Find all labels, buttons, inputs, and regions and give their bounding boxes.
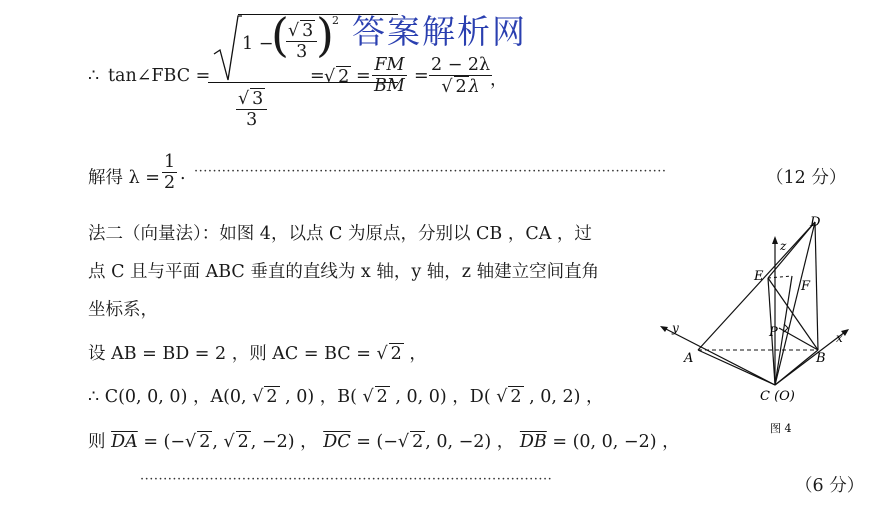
vector-dc: $\overline{DC}$ [323,432,351,452]
label-x: x [836,331,843,345]
label-b: B [816,351,826,366]
lambda-fraction: $\frac{2 - 2\lambda}{√ 2 \lambda}$ [431,55,491,97]
inner-fraction: $\frac{√ 3}{3}$ [286,20,317,62]
method2-line1: 法二（向量法）：如图 4，以点 C 为原点，分别以 CB ，CA ，过 [88,224,592,244]
right-paren: ) [316,8,334,62]
label-y: y [672,321,679,335]
dotted-leader: ······································································································ [194,164,667,179]
geometry-diagram [650,210,860,450]
tan-equation [88,0,528,140]
method2-line2: 点 C 且与平面 ABC 垂直的直线为 x 轴，y 轴，z 轴建立空间直角 [88,262,600,282]
vector-db: $\overline{DB}$ [519,432,547,452]
label-d: D [810,215,821,230]
sqrt2-value: √ 2 [324,67,350,87]
radical-sign [212,14,242,84]
solve-period: . [180,164,186,184]
watermark-text: 答案解析网 [352,12,527,51]
label-z: z [780,239,787,253]
denominator-fraction: $\frac{√ 3}{3}$ [236,88,267,130]
y-axis [664,328,775,385]
exponent: 2 [332,14,339,27]
dotted-leader-2: ························································································· [140,472,553,487]
label-f: F [801,279,811,294]
vector-da: $\overline{DA}$ [111,432,138,452]
therefore-symbol: ∴ [88,66,100,86]
equals-2: = [356,66,371,86]
trailing-comma: ， [490,70,508,90]
method2-line5: ∴ C(0, 0, 0) ，A(0, √ 2 , 0) ，B( √ 2 , 0, 0) ，D( √ 2 , 0, 2) ， [88,387,604,407]
tan-lhs: tan∠FBC = [108,66,211,86]
solve-line [88,150,878,202]
method2-line3: 坐标系， [88,300,158,320]
figure-caption: 图 4 [770,422,792,435]
half-fraction: $\frac{1}{2}$ [164,152,176,193]
left-paren: ( [271,8,289,62]
z-arrow-icon [772,236,778,244]
y-arrow-icon [660,326,668,332]
score-12: （12 分） [766,168,847,188]
equals-3: = [414,66,429,86]
label-c: C (O) [760,389,795,404]
figure-4 [650,210,860,450]
label-e: E [754,269,764,284]
fm-bm-fraction: $\frac{FM}{BM}$ [374,55,405,96]
label-a: A [684,351,694,366]
method2-line4: 设 AB = BD = 2 ，则 AC = BC = √ 2 ， [88,344,427,364]
method2-line6: 则 $\overline{DA}$ = (−√ 2 , √ 2 , −2) ， $\overline{DC}$ = (−√ 2 , 0, −2) ， $\overline{DB} = (0$, 0, −2) ， [88,432,680,452]
inner-one: 1 − [242,34,274,54]
solve-prefix: 解得 λ = [88,168,160,188]
equals-1: = [310,66,325,86]
score-6: （6 分） [795,476,865,496]
label-p: P [769,325,778,340]
